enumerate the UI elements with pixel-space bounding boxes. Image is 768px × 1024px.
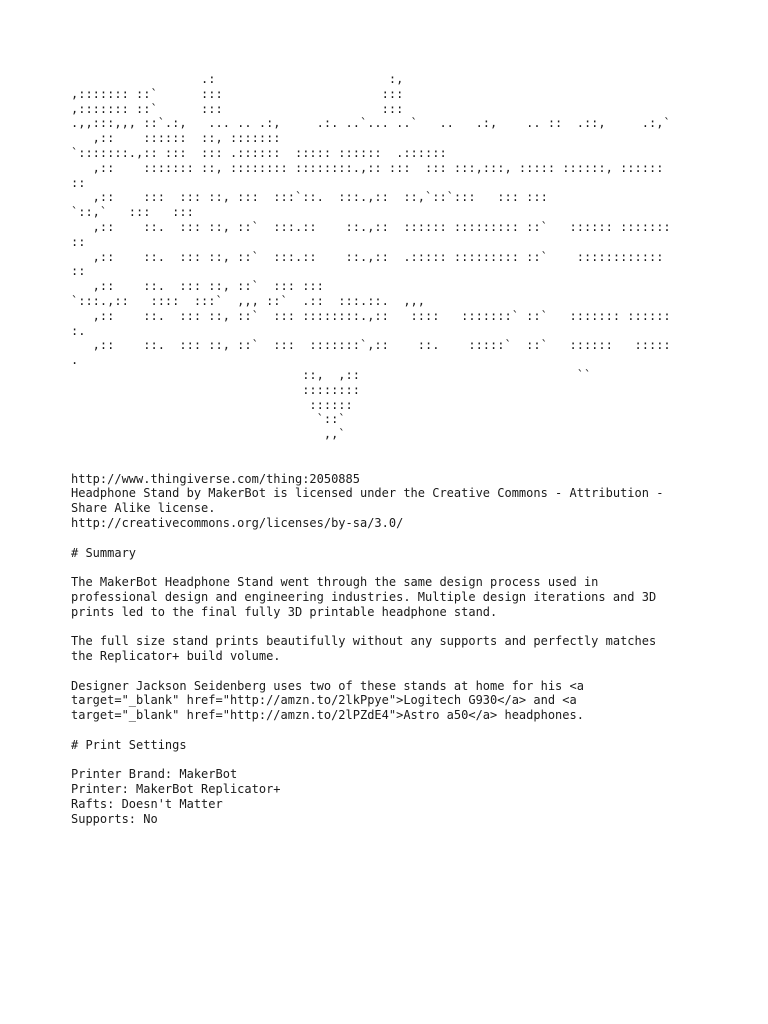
spacer [71, 664, 751, 679]
print-setting-rafts: Rafts: Doesn't Matter [71, 797, 223, 812]
spacer [71, 560, 751, 575]
license-line-1: Headphone Stand by MakerBot is licensed under the Creative Commons - Attribution - [71, 486, 664, 501]
print-settings-heading: # Print Settings [71, 737, 187, 752]
spacer [71, 753, 751, 768]
print-setting-supports: Supports: No [71, 811, 158, 826]
thing-url: http://www.thingiverse.com/thing:2050885 [71, 471, 360, 486]
spacer [71, 619, 751, 634]
print-setting-printer: Printer: MakerBot Replicator+ [71, 782, 281, 797]
print-setting-printer-brand: Printer Brand: MakerBot [71, 767, 238, 782]
summary-heading: # Summary [71, 545, 137, 560]
license-line-2: Share Alike license. [71, 501, 216, 516]
summary-paragraph-3-line: target="_blank" href="http://amzn.to/2lPZdE4">Astro a50</a> headphones. [71, 708, 584, 723]
summary-paragraph-3-line: target="_blank" href="http://amzn.to/2lkPpye">Logitech G930</a> and <a [71, 693, 577, 708]
spacer [71, 723, 751, 738]
summary-paragraph-1-line: The MakerBot Headphone Stand went through the same design process used in [71, 575, 599, 590]
spacer [71, 442, 751, 472]
summary-paragraph-3-line: Designer Jackson Seidenberg uses two of these stands at home for his <a [71, 678, 584, 693]
spacer [71, 531, 751, 546]
summary-paragraph-2-line: The full size stand prints beautifully without any supports and perfectly matches [71, 634, 657, 649]
document-page [71, 72, 751, 827]
license-url: http://creativecommons.org/licenses/by-sa/3.0/ [71, 515, 404, 530]
summary-paragraph-1-line: professional design and engineering industries. Multiple design iterations and 3D [71, 589, 657, 604]
summary-paragraph-1-line: prints led to the final fully 3D printable headphone stand. [71, 604, 498, 619]
ascii-art-banner: .: :, ,::::::: ::` ::: ::: ,::::::: ::` ::: ::: .,,:::,,, ::`.:, ... .. .:, .:. ..`... ..` .. .:, .. :: .::, .:,` ,:: :::::: ::, ::::::: `:::::::.,:: ::: ::: .:::::: ::::: :::::: .:::::: ,:: ::::::: ::, :::::::: ::::::::.,:: ::: ::: :::,:::, ::::: ::::::, :::::: :: ,:: ::: ::: ::, ::: :::`::. :::.,:: ::,`::`::: ::: ::: `::,` ::: ::: ,:: ::. ::: ::, ::` :::.:: ::.,:: :::::: ::::::::: ::` :::::: ::::::: :: ,:: ::. ::: ::, ::` :::.:: ::.,:: .::::: ::::::::: ::` :::::::::::: :: ,:: ::. ::: ::, ::` ::: ::: `:::.,:: :::: :::` ,,, ::` .:: :::.::. ,,, ,:: ::. ::: ::, ::` ::: ::::::::.,:: :::: :::::::` ::` ::::::: :::::: :. ,:: ::. ::: ::, ::` ::: :::::::`,:: ::. :::::` ::` :::::: ::::: . ::, ,:: `` :::::::: :::::: `::` ,,` [71, 72, 671, 442]
summary-paragraph-2-line: the Replicator+ build volume. [71, 649, 281, 664]
